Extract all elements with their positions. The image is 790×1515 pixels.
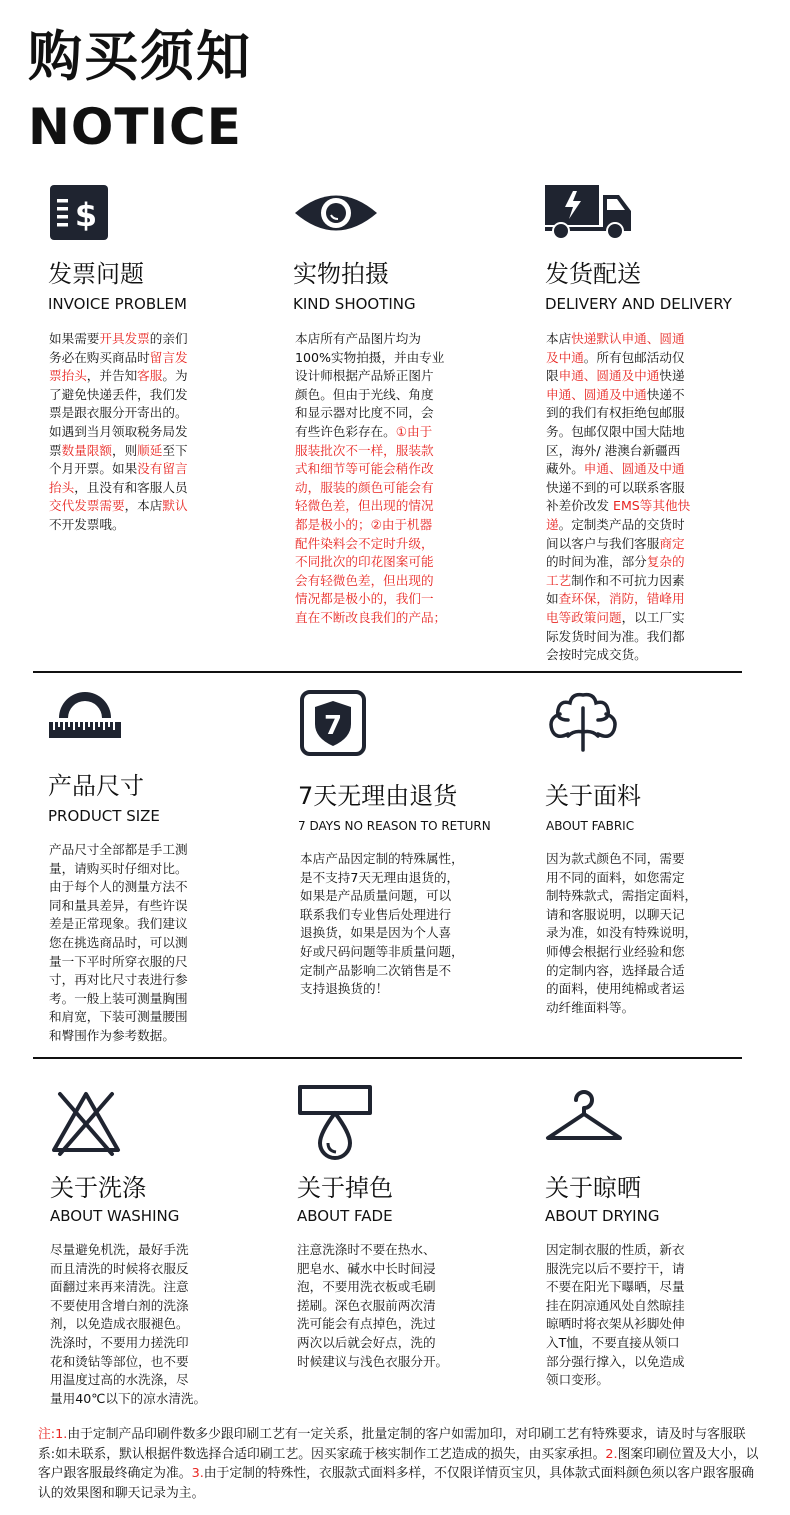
cotton-flower-icon (546, 690, 620, 756)
body-text: 快递不到的可以联系客服 补差价改发 (546, 479, 685, 514)
body-text: 由于定制的特殊性，衣服款式面料多样，不仅限详情页宝贝，具体款式面料颜色须以客户跟客服确认的效果图和聊天记录为主。 (38, 1466, 755, 1501)
delivery-title: 发货配送 (545, 260, 641, 288)
body-text: 如果需要 (49, 331, 100, 346)
highlight-text: 查环保，消防，错峰用 电等政策问题 (546, 591, 685, 625)
kind-shooting-text (295, 330, 480, 628)
body-text: 由于定制产品印刷件数多少跟印刷工艺有一定关系，批量定制的客户如需加印，对印刷工艺有特殊要求，请及时与客服联系:如未联系，默认根据件数选择合适印刷工艺。因买家疏于核实制作工艺造成的损失，由买家承担。 (38, 1427, 746, 1462)
body-text: 。所有包邮活动仅 限 (546, 349, 685, 384)
body-text: ，以工厂实 际发货时间为准。我们都 会按时完成交货。 (546, 609, 685, 663)
size-title-en: PRODUCT SIZE (48, 807, 160, 825)
size-title: 产品尺寸 (48, 772, 144, 800)
highlight-text: 申通、圆通及中通 (583, 461, 685, 477)
badge-number: 7 (323, 711, 343, 741)
body-text: 产品尺寸全部都是手工测 量，请购买时仔细对比。 由于每个人的测量方法不 同和量具差异，有些许误 差是正常现象。我们建议 您在挑选商品时，可以测 量一下平时所穿衣服的尺 寸，再对比尺寸表进行参 考。一般上装可测量胸围 和肩宽，下装可测量腰围 和臀围作为参考数据。 (49, 842, 188, 1043)
highlight-text: 没有留言 抬头 (49, 461, 188, 495)
drying-text (546, 1241, 736, 1390)
body-text: 。为 了避免快递丢件，我们发 票是跟衣服分开寄出的。 如遇到当月领取税务局发 票 (49, 368, 188, 458)
highlight-text: EMS等其他快 递 (546, 498, 691, 532)
invoice-title-en: INVOICE PROBLEM (48, 295, 187, 313)
delivery-text (546, 330, 731, 665)
divider (33, 1057, 742, 1059)
fade-text (297, 1241, 492, 1371)
highlight-text: ①由于 服装批次不一样，服装款 式和细节等可能会稍作改 动，服装的颜色可能会有 轻微色差，但出现的情况 都是极小的；②由于机器 配件染料会不定时升级， 不同批次的印花图案可能 会有轻微色差，但出现的 情况都是极小的，我们一 直在不断改良我们的产品； (295, 423, 447, 625)
ruler-protractor-icon (49, 690, 121, 740)
body-text: 尽量避免机洗，最好手洗 而且清洗的时候将衣服反 面翻过来再来清洗。注意 不要使用含增白剂的洗涤 剂，以免造成衣服褪色。 洗涤时，不要用力搓洗印 花和烫钻等部位，也不要 用温度过高的水洗涤，尽 量用40℃以下的凉水清洗。 (50, 1242, 207, 1406)
return-title-en: 7 DAYS NO REASON TO RETURN (298, 819, 491, 833)
invoice-title: 发票问题 (48, 260, 144, 288)
washing-title: 关于洗涤 (50, 1174, 146, 1202)
highlight-text: 申通、圆通及中通 (546, 386, 647, 402)
fabric-title-en: ABOUT FABRIC (546, 819, 635, 833)
clothes-hanger-icon (544, 1088, 624, 1146)
fabric-text (546, 850, 736, 1017)
fade-title-en: ABOUT FADE (297, 1207, 393, 1225)
highlight-text: 商定 (659, 535, 685, 551)
body-text: 因为款式颜色不同，需要 用不同的面料，如您需定 制特殊款式，需指定面料， 请和客服说明，以聊天记 录为准，如没有特殊说明， 师傅会根据行业经验和您 的定制内容，选择最合适 的面料，使用纯棉或者运 动纤维面料等。 (546, 851, 698, 1015)
body-text: 图案印刷位置及大小，以客户跟客服最终确定为准。 (38, 1446, 759, 1481)
highlight-text: 顺延 (137, 442, 163, 458)
drying-title-en: ABOUT DRYING (545, 1207, 660, 1225)
highlight-text: 2. (605, 1446, 618, 1462)
body-text: 本店 (546, 331, 572, 346)
drying-title: 关于晾晒 (545, 1174, 641, 1202)
no-washing-icon (50, 1088, 122, 1156)
body-text: ，并告知 (86, 368, 138, 384)
body-text: 。定制类产品的交货时 间以客户与我们客服 (546, 516, 685, 551)
body-text: 至下 个月开票。如果 (49, 442, 188, 477)
body-text: ，且没有和客服人员 (74, 479, 188, 495)
body-text: 的时间为准，部分 (546, 554, 647, 570)
page-title: 购买须知 (28, 25, 252, 88)
body-text: 因定制衣服的性质，新衣 服洗完以后不要拧干，请 不要在阳光下曝晒，尽量 挂在阴凉通风处自然晾挂 晾晒时将衣架从衫脚处伸 入T恤，不要直接从领口 部分强行撑入，以免造成 领口变形。 (546, 1242, 685, 1388)
body-text: 注意洗涤时不要在热水、 肥皂水、碱水中长时间浸 泡，不要用洗衣板或毛刷 搓刷。深色衣服前两次清 洗可能会有点掉色，洗过 两次以后就会好点，洗的 时候建议与浅色衣服分开。 (297, 1242, 449, 1369)
washing-title-en: ABOUT WASHING (50, 1207, 180, 1225)
seven-day-return-icon (300, 690, 366, 756)
invoice-text (49, 330, 229, 535)
body-text: 制作和不可抗力因素 如 (546, 572, 685, 607)
highlight-text: 3. (191, 1466, 204, 1481)
highlight-text: 开具发票 (99, 331, 150, 346)
body-text: 快递不 到的我们有权拒绝包邮服 务。包邮仅限中国大陆地 区，海外/ 港澳台新疆西 藏外。 (546, 386, 685, 477)
svg-text:$: $ (74, 196, 98, 234)
body-text: ，本店 (124, 498, 163, 514)
return-text (300, 850, 500, 999)
return-title: 7天无理由退货 (298, 782, 458, 810)
footer-note (38, 1425, 760, 1503)
invoice-dollar-icon (50, 185, 108, 240)
delivery-title-en: DELIVERY AND DELIVERY (545, 295, 732, 313)
body-text: ，则 (111, 442, 138, 458)
body-text: 快递 (659, 368, 685, 384)
body-text: 的亲们 务必在购买商品时 (49, 331, 188, 365)
delivery-truck-icon (545, 185, 633, 240)
size-text (49, 841, 239, 1046)
body-text: 本店产品因定制的特殊属性， 是不支持7天无理由退货的， 如果是产品质量问题，可以 联系我们专业售后处理进行 退换货，如果是因为个人喜 好或尺码问题等非质量问题， 定制产品影响二次销售是不 支持退换货的！ (300, 851, 464, 997)
fade-title: 关于掉色 (297, 1174, 393, 1202)
divider (33, 671, 742, 673)
kind-shooting-title-en: KIND SHOOTING (293, 295, 416, 313)
body-text: 本店所有产品图片均为 100%实物拍摄，并由专业 设计师根据产品矫正图片 颜色。但由于光线、角度 和显示器对比度不同，会 有些许色彩存在。 (295, 331, 445, 439)
fabric-title: 关于面料 (545, 782, 641, 810)
highlight-text: 注:1. (38, 1427, 68, 1442)
kind-shooting-title: 实物拍摄 (293, 260, 389, 288)
highlight-text: 快递默认申通、圆通 及中通 (546, 331, 685, 365)
highlight-text: 申通、圆通及中通 (558, 368, 660, 384)
page-subtitle: NOTICE (28, 98, 242, 156)
color-fade-drop-icon (298, 1085, 372, 1161)
highlight-text: 复杂的 工艺 (546, 554, 685, 588)
highlight-text: 交代发票需要 (49, 498, 125, 514)
eye-icon (293, 188, 379, 238)
washing-text (50, 1241, 245, 1408)
highlight-text: 客服 (137, 368, 163, 384)
body-text: 不开发票哦。 (49, 516, 125, 532)
highlight-text: 留言发 票抬头 (49, 349, 188, 384)
highlight-text: 默认 (162, 498, 188, 514)
highlight-text: 数量限额 (61, 442, 112, 458)
